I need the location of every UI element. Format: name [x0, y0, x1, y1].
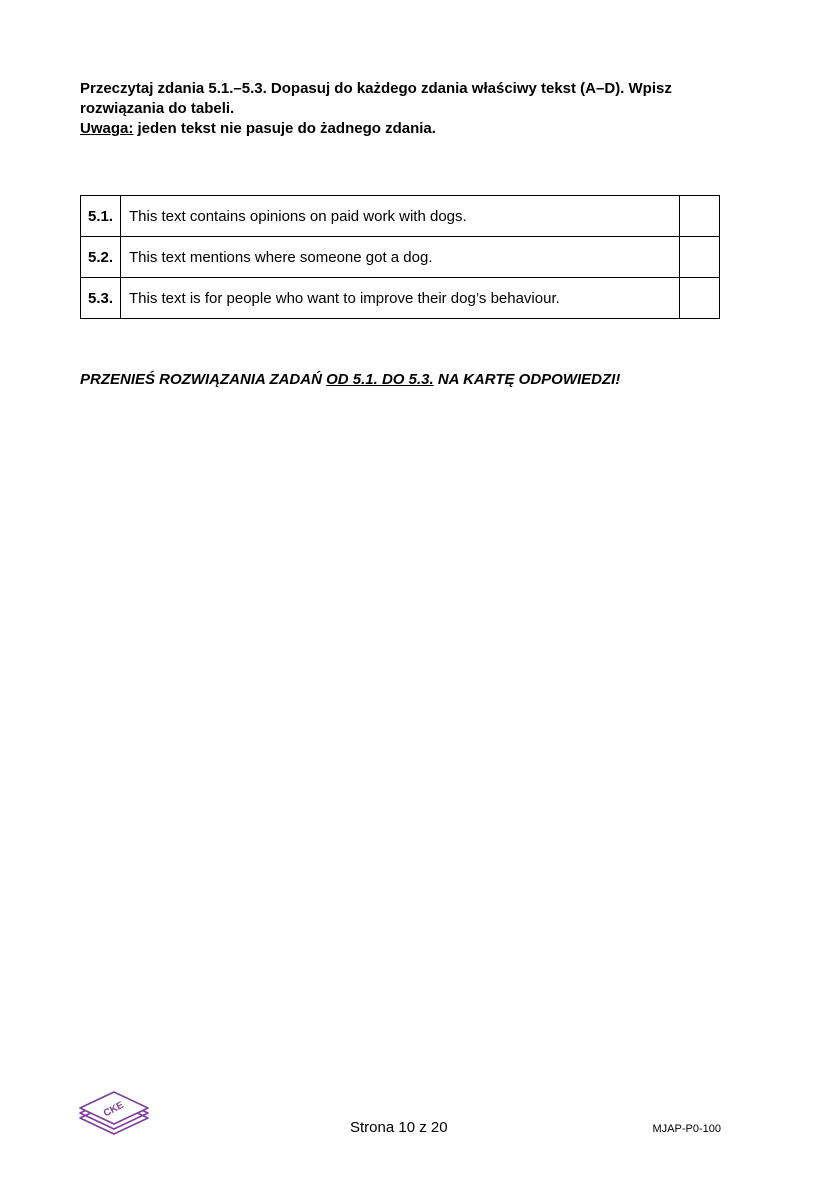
table-row	[81, 278, 720, 319]
row-statement: This text contains opinions on paid work with dogs.	[121, 196, 680, 237]
note-text: jeden tekst nie pasuje do żadnego zdania.	[133, 120, 436, 137]
logo-lettering: CKE	[101, 1099, 126, 1120]
transfer-range: OD 5.1. DO 5.3.	[326, 371, 434, 388]
cke-logo-icon	[78, 1088, 150, 1138]
answer-cell[interactable]	[680, 196, 720, 237]
row-statement: This text mentions where someone got a dog.	[121, 237, 680, 278]
row-number: 5.1.	[81, 196, 121, 237]
row-number: 5.3.	[81, 278, 121, 319]
transfer-prefix: PRZENIEŚ ROZWIĄZANIA ZADAŃ	[80, 371, 327, 388]
table-row	[81, 196, 720, 237]
answer-cell[interactable]	[680, 237, 720, 278]
transfer-instruction	[80, 371, 620, 388]
transfer-suffix: NA KARTĘ ODPOWIEDZI!	[433, 371, 621, 388]
instruction-text: Przeczytaj zdania 5.1.–5.3. Dopasuj do każdego zdania właściwy tekst (A–D). Wpisz rozwiązania do tabeli.	[80, 80, 672, 117]
row-number: 5.2.	[81, 237, 121, 278]
instruction-note	[80, 119, 730, 139]
page-number: Strona 10 z 20	[350, 1119, 448, 1136]
answer-table	[80, 195, 720, 319]
row-statement: This text is for people who want to improve their dog’s behaviour.	[121, 278, 680, 319]
answer-cell[interactable]	[680, 278, 720, 319]
task-instructions	[80, 79, 730, 139]
table-row	[81, 237, 720, 278]
exam-code: MJAP-P0-100	[652, 1123, 721, 1135]
note-label: Uwaga:	[80, 120, 134, 137]
